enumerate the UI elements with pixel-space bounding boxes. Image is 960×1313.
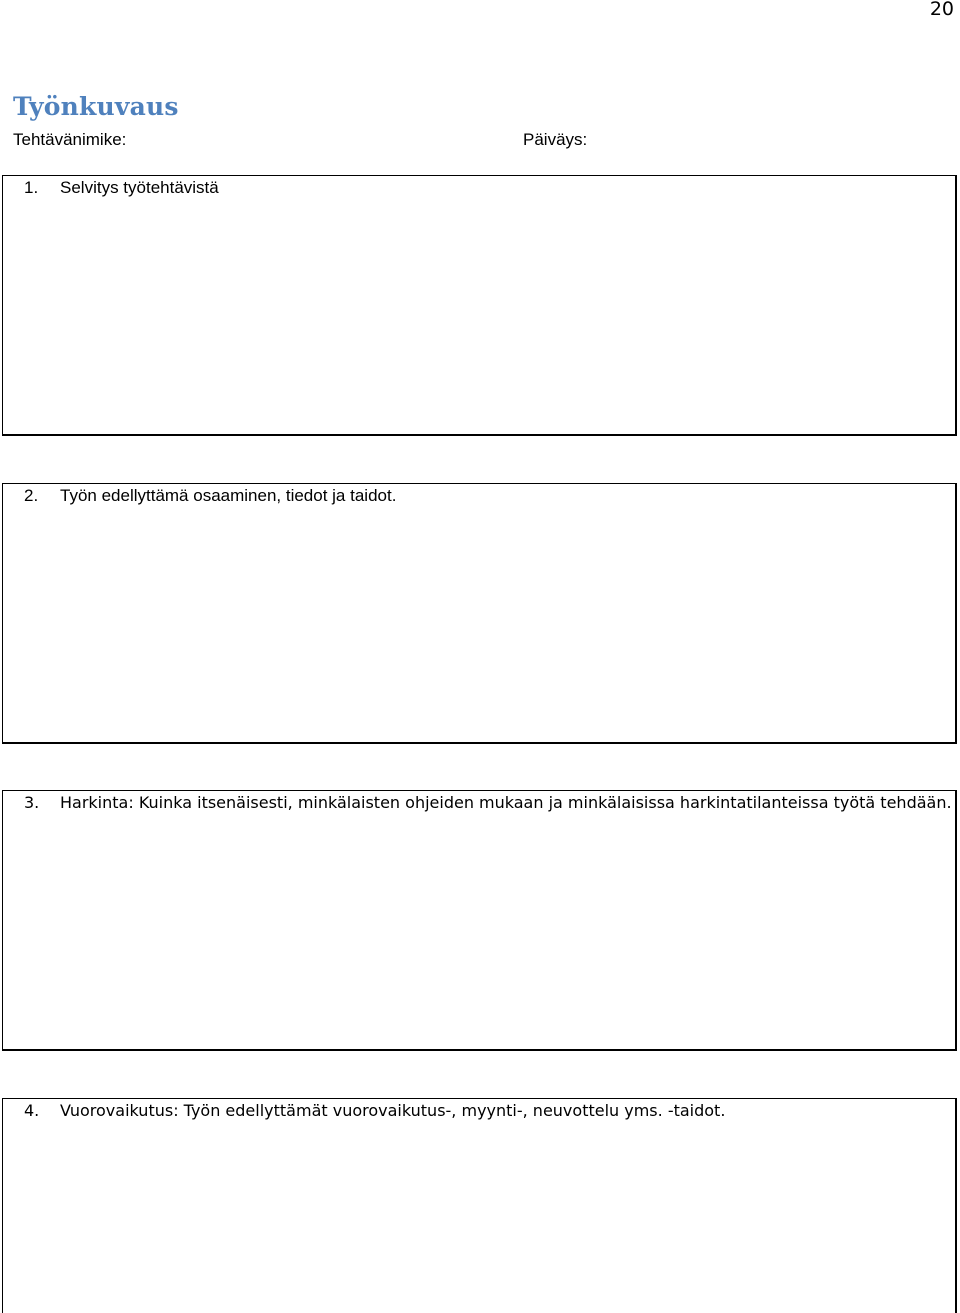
- section-text: Harkinta: Kuinka itsenäisesti, minkälaisten ohjeiden mukaan ja minkälaisissa harkintatilanteissa työtä tehdään.: [60, 793, 952, 812]
- date-label: Päiväys:: [523, 130, 588, 149]
- section-box-interaction[interactable]: [2, 1098, 957, 1313]
- section-number: 4.: [24, 1101, 40, 1120]
- section-box-tasks[interactable]: [2, 175, 957, 436]
- section-text: Vuorovaikutus: Työn edellyttämät vuorovaikutus-, myynti-, neuvottelu yms. -taidot.: [60, 1101, 726, 1120]
- section-heading: [24, 178, 219, 198]
- page-title: Työnkuvaus: [13, 92, 179, 121]
- section-text: Selvitys työtehtävistä: [60, 178, 219, 197]
- section-number: 2.: [24, 486, 39, 505]
- section-number: 1.: [24, 178, 39, 197]
- section-number: 3.: [24, 793, 40, 812]
- job-title-label: Tehtävänimike:: [13, 130, 127, 149]
- section-heading: [24, 486, 396, 506]
- section-heading: [24, 1101, 725, 1120]
- section-heading: [24, 793, 952, 812]
- section-box-competence[interactable]: [2, 483, 957, 744]
- section-box-judgement[interactable]: [2, 790, 957, 1051]
- page-number: 20: [929, 0, 954, 20]
- section-text: Työn edellyttämä osaaminen, tiedot ja taidot.: [60, 486, 397, 505]
